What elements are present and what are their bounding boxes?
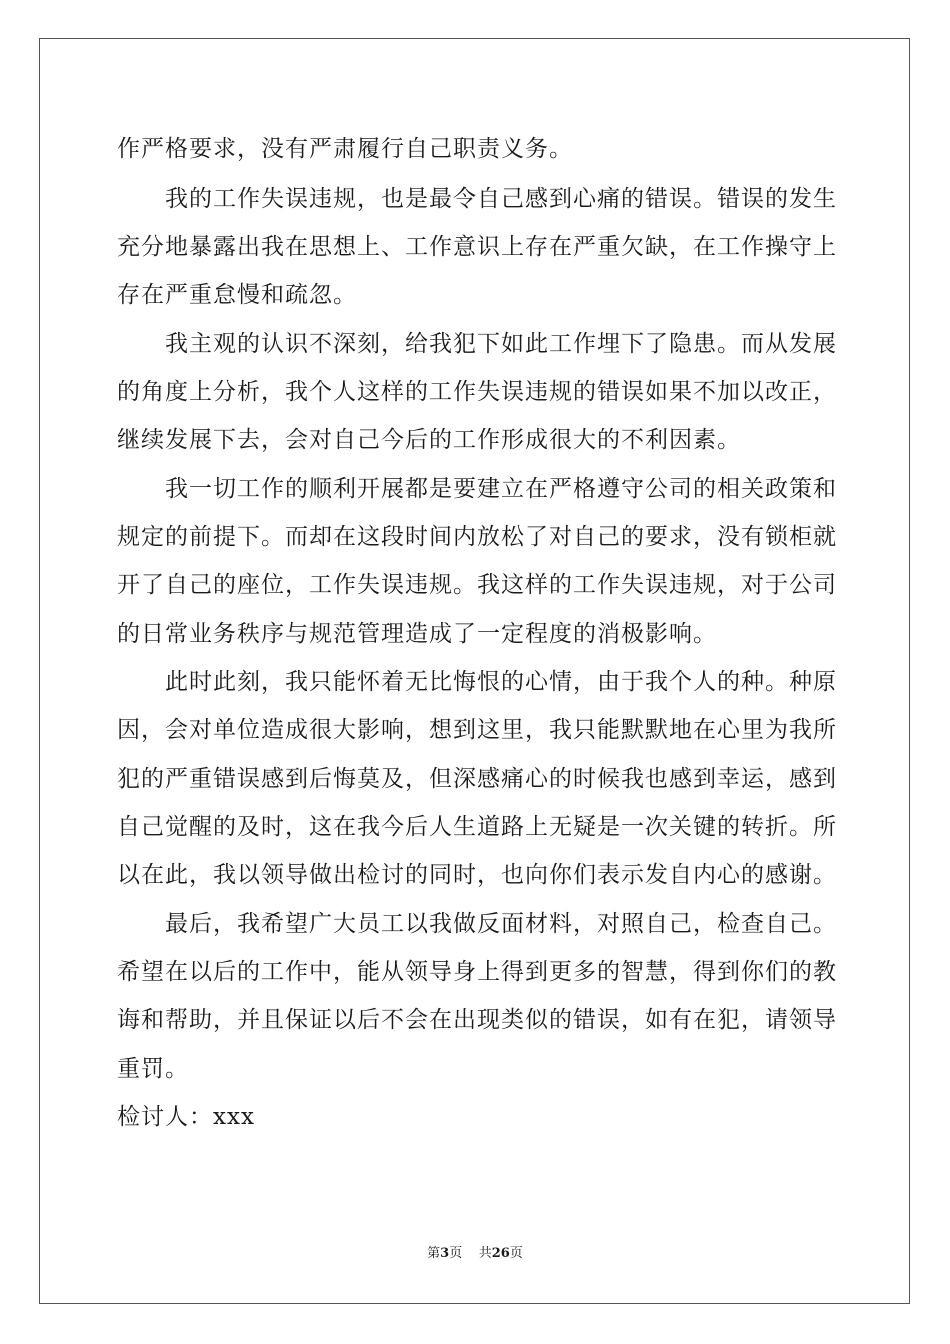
text-line: 因，会对单位造成很大影响，想到这里，我只能默默地在心里为我所: [117, 717, 837, 743]
page-prefix: 第: [427, 1246, 441, 1261]
text-line: 以在此，我以领导做出检讨的同时，也向你们表示发自内心的感谢。: [117, 862, 837, 888]
text-line: 最后，我希望广大员工以我做反面材料，对照自己，检查自己。: [165, 911, 837, 937]
text-line: 此时此刻，我只能怀着无比悔恨的心情，由于我个人的种。种原: [165, 669, 837, 695]
total-pages: 26: [491, 1246, 510, 1261]
text-line: 规定的前提下。而却在这段时间内放松了对自己的要求，没有锁柜就: [117, 524, 837, 550]
page-footer: [0, 1245, 950, 1263]
signature-line: 检讨人：xxx: [117, 1104, 255, 1130]
page-number: 3: [440, 1246, 450, 1261]
text-line: 作严格要求，没有严肃履行自己职责义务。: [117, 136, 573, 162]
text-line: 我的工作失误违规，也是最令自己感到心痛的错误。错误的发生: [165, 186, 837, 212]
text-line: 我一切工作的顺利开展都是要建立在严格遵守公司的相关政策和: [165, 476, 837, 502]
text-line: 希望在以后的工作中，能从领导身上得到更多的智慧，得到你们的教: [117, 959, 837, 985]
total-prefix: 共: [478, 1246, 492, 1261]
text-line: 的角度上分析，我个人这样的工作失误违规的错误如果不加以改正，: [117, 379, 837, 405]
text-line: 自己觉醒的及时，这在我今后人生道路上无疑是一次关键的转折。所: [117, 814, 837, 840]
text-line: 存在严重怠慢和疏忽。: [117, 282, 357, 308]
page-suffix: 页: [449, 1246, 463, 1261]
text-line: 充分地暴露出我在思想上、工作意识上存在严重欠缺，在工作操守上: [117, 234, 837, 260]
text-line: 的日常业务秩序与规范管理造成了一定程度的消极影响。: [117, 621, 717, 647]
text-line: 我主观的认识不深刻，给我犯下如此工作埋下了隐患。而从发展: [165, 331, 837, 357]
total-suffix: 页: [509, 1246, 523, 1261]
text-line: 犯的严重错误感到后悔莫及，但深感痛心的时候我也感到幸运，感到: [117, 766, 837, 792]
text-line: 继续发展下去，会对自己今后的工作形成很大的不利因素。: [117, 427, 741, 453]
text-line: 开了自己的座位，工作失误违规。我这样的工作失误违规，对于公司: [117, 572, 837, 598]
text-line: 诲和帮助，并且保证以后不会在出现类似的错误，如有在犯，请领导: [117, 1007, 837, 1033]
text-line: 重罚。: [117, 1056, 189, 1082]
